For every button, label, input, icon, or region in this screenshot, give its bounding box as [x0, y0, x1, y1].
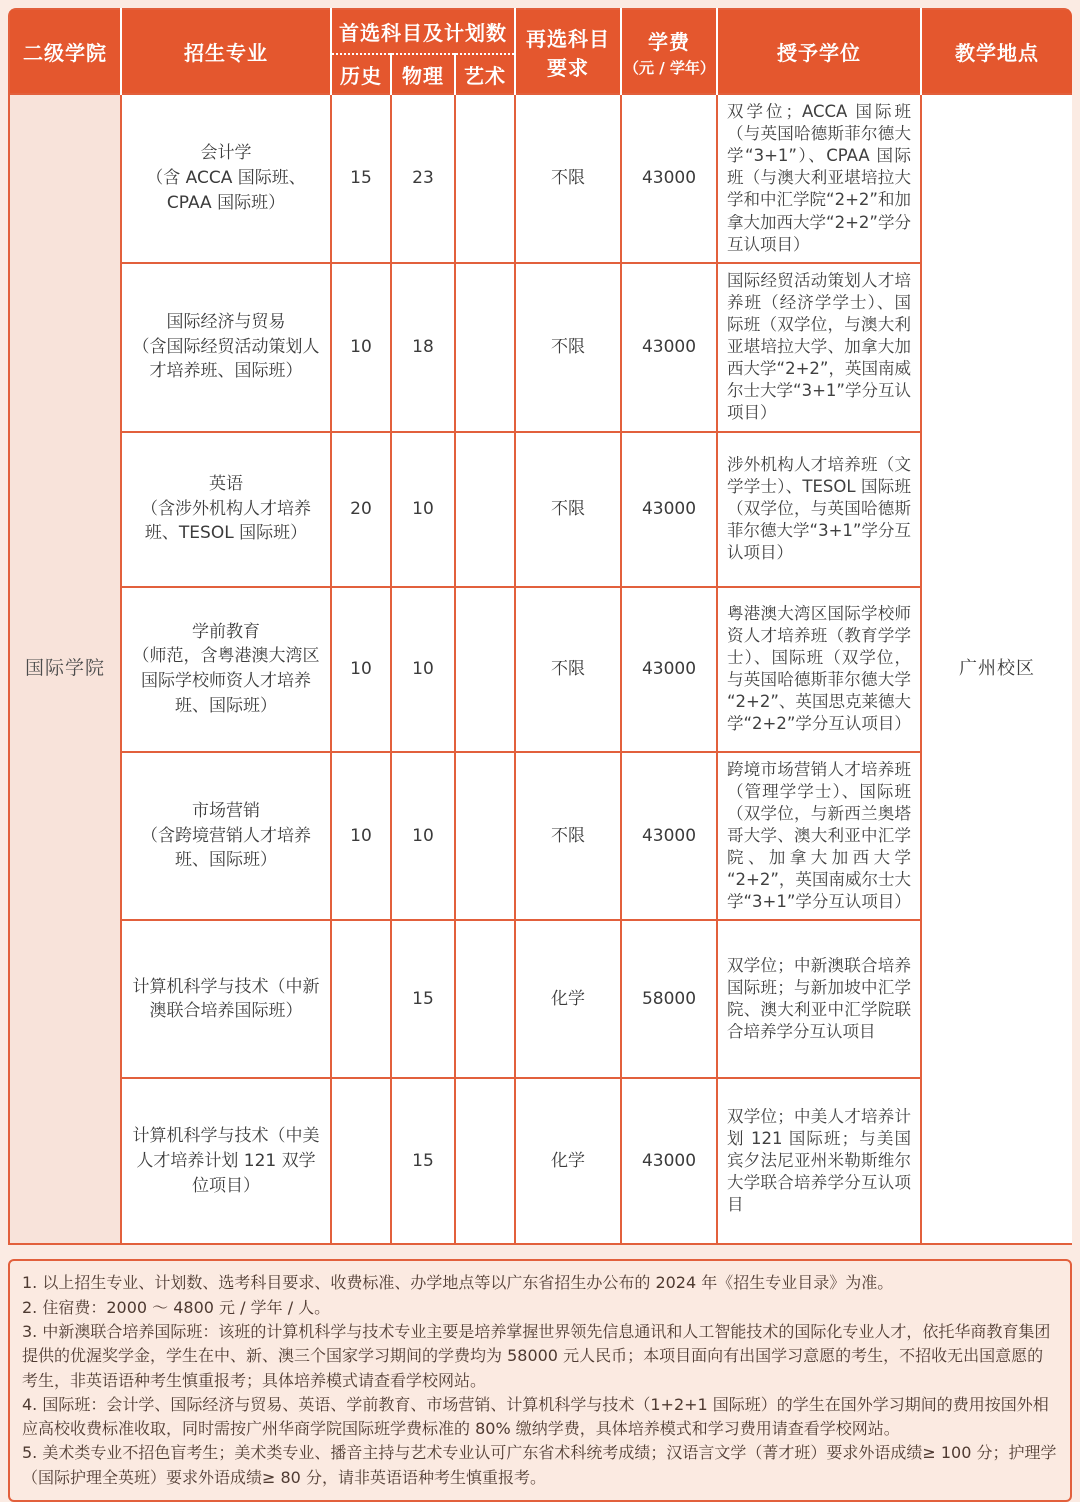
col-header-art: 艺术	[455, 54, 515, 94]
reselect-cell: 化学	[515, 920, 621, 1078]
major-note: （含跨境营销人才培养班、国际班）	[141, 825, 311, 871]
table-header	[9, 9, 1072, 94]
table-row	[9, 587, 1072, 752]
tuition-cell: 43000	[621, 587, 717, 752]
note-item: 3. 中新澳联合培养国际班：该班的计算机科学与技术专业主要是培养掌握世界领先信息通讯和人工智能技术的国际化专业人才，依托华商教育集团提供的优渥奖学金，学生在中、新、澳三个国家学习期间的学费均为 58000 元人民币；本项目面向有出国学习意愿的考生，不招收无出国意愿的考生，非英语语种考生慎重报考；具体培养模式请查看学校网站。	[22, 1321, 1051, 1390]
degree-cell: 双学位；中新澳联合培养国际班；与新加坡中汇学院、澳大利亚中汇学院联合培养学分互认项目	[717, 920, 921, 1078]
history-count-cell	[331, 1078, 391, 1244]
reselect-cell: 不限	[515, 94, 621, 263]
physics-count-cell: 18	[391, 263, 455, 432]
degree-cell: 涉外机构人才培养班（文学学士）、TESOL 国际班（双学位，与英国哈德斯菲尔德大学“3+1”学分互认项目）	[717, 432, 921, 587]
major-cell	[121, 432, 331, 587]
tuition-header-line1: 学费	[648, 29, 690, 54]
physics-count-cell: 10	[391, 587, 455, 752]
notes-section	[8, 1259, 1072, 1502]
physics-count-cell: 15	[391, 1078, 455, 1244]
major-name: 国际经济与贸易	[166, 312, 286, 333]
major-cell	[121, 752, 331, 921]
reselect-cell: 不限	[515, 752, 621, 921]
physics-count-cell: 10	[391, 752, 455, 921]
table-row	[9, 1078, 1072, 1244]
physics-count-cell: 15	[391, 920, 455, 1078]
major-name: 计算机科学与技术（中新澳联合培养国际班）	[132, 976, 320, 1022]
note-item: 4. 国际班：会计学、国际经济与贸易、英语、学前教育、市场营销、计算机科学与技术（1+2+1 国际班）的学生在国外学习期间的费用按国外相应高校收费标准收取，同时需按广州华商学院国际班学费标准的 80% 缴纳学费，具体培养模式和学习费用请查看学校网站。	[22, 1394, 1049, 1439]
art-count-cell	[455, 587, 515, 752]
table-row	[9, 263, 1072, 432]
table-row	[9, 432, 1072, 587]
major-name: 学前教育	[192, 621, 260, 642]
college-cell: 国际学院	[9, 94, 121, 1244]
col-header-history: 历史	[331, 54, 391, 94]
major-cell	[121, 920, 331, 1078]
tuition-cell: 58000	[621, 920, 717, 1078]
reselect-cell: 不限	[515, 432, 621, 587]
major-name: 市场营销	[192, 800, 260, 821]
major-cell	[121, 263, 331, 432]
col-header-degree: 授予学位	[717, 9, 921, 94]
table-row	[9, 752, 1072, 921]
reselect-cell: 不限	[515, 587, 621, 752]
tuition-cell: 43000	[621, 94, 717, 263]
degree-cell: 国际经贸活动策划人才培养班（经济学学士）、国际班（双学位，与澳大利亚堪培拉大学、加拿大加西大学“2+2”，英国南威尔士大学“3+1”学分互认项目）	[717, 263, 921, 432]
degree-cell: 双学位；中美人才培养计划 121 国际班；与美国宾夕法尼亚州米勒斯维尔大学联合培养学分互认项目	[717, 1078, 921, 1244]
reselect-cell: 化学	[515, 1078, 621, 1244]
col-header-major: 招生专业	[121, 9, 331, 94]
major-cell	[121, 1078, 331, 1244]
table-body	[9, 94, 1072, 1244]
col-header-tuition	[621, 9, 717, 94]
major-name: 会计学	[200, 143, 252, 164]
art-count-cell	[455, 432, 515, 587]
art-count-cell	[455, 263, 515, 432]
col-header-location: 教学地点	[921, 9, 1072, 94]
admissions-table	[8, 8, 1072, 1245]
history-count-cell: 20	[331, 432, 391, 587]
tuition-cell: 43000	[621, 432, 717, 587]
major-note: （含涉外机构人才培养班、TESOL 国际班）	[141, 498, 311, 544]
tuition-cell: 43000	[621, 1078, 717, 1244]
location-cell: 广州校区	[921, 94, 1072, 1244]
art-count-cell	[455, 920, 515, 1078]
degree-cell: 双学位；ACCA 国际班（与英国哈德斯菲尔德大学“3+1”）、CPAA 国际班（与澳大利亚堪培拉大学和中汇学院“2+2”和加拿大加西大学“2+2”学分互认项目）	[717, 94, 921, 263]
major-note: （含国际经贸活动策划人才培养班、国际班）	[132, 336, 320, 382]
table-row	[9, 94, 1072, 263]
degree-cell: 跨境市场营销人才培养班（管理学学士）、国际班（双学位，与新西兰奥塔哥大学、澳大利亚中汇学院、加拿大加西大学“2+2”，英国南威尔士大学“3+1”学分互认项目）	[717, 752, 921, 921]
table-row	[9, 920, 1072, 1078]
major-name: 计算机科学与技术（中美人才培养计划 121 双学位项目）	[132, 1126, 320, 1196]
history-count-cell	[331, 920, 391, 1078]
major-note: （含 ACCA 国际班、CPAA 国际班）	[146, 168, 306, 213]
art-count-cell	[455, 752, 515, 921]
art-count-cell	[455, 1078, 515, 1244]
major-note: （师范，含粤港澳大湾区国际学校师资人才培养班、国际班）	[132, 646, 320, 716]
tuition-cell: 43000	[621, 752, 717, 921]
history-count-cell: 10	[331, 263, 391, 432]
degree-cell: 粤港澳大湾区国际学校师资人才培养班（教育学学士）、国际班（双学位，与英国哈德斯菲尔德大学“2+2”、英国思克莱德大学“2+2”学分互认项目）	[717, 587, 921, 752]
col-header-subject-group: 首选科目及计划数	[331, 9, 515, 54]
physics-count-cell: 23	[391, 94, 455, 263]
major-cell	[121, 587, 331, 752]
art-count-cell	[455, 94, 515, 263]
tuition-header-line2: （元 / 学年）	[624, 58, 715, 77]
history-count-cell: 10	[331, 752, 391, 921]
col-header-college: 二级学院	[9, 9, 121, 94]
major-cell	[121, 94, 331, 263]
admissions-table-wrap	[8, 8, 1072, 1245]
reselect-cell: 不限	[515, 263, 621, 432]
history-count-cell: 15	[331, 94, 391, 263]
note-item: 2. 住宿费：2000 ～ 4800 元 / 学年 / 人。	[22, 1297, 331, 1317]
tuition-cell: 43000	[621, 263, 717, 432]
col-header-reselect: 再选科目要求	[515, 9, 621, 94]
history-count-cell: 10	[331, 587, 391, 752]
physics-count-cell: 10	[391, 432, 455, 587]
note-item: 1. 以上招生专业、计划数、选考科目要求、收费标准、办学地点等以广东省招生办公布的 2024 年《招生专业目录》为准。	[22, 1273, 894, 1293]
note-item: 5. 美术类专业不招色盲考生；美术类专业、播音主持与艺术专业认可广东省术科统考成绩；汉语言文学（菁才班）要求外语成绩≥ 100 分；护理学（国际护理全英班）要求外语成绩≥ 80 分，请非英语语种考生慎重报考。	[22, 1443, 1057, 1487]
major-name: 英语	[209, 474, 243, 495]
col-header-physics: 物理	[391, 54, 455, 94]
